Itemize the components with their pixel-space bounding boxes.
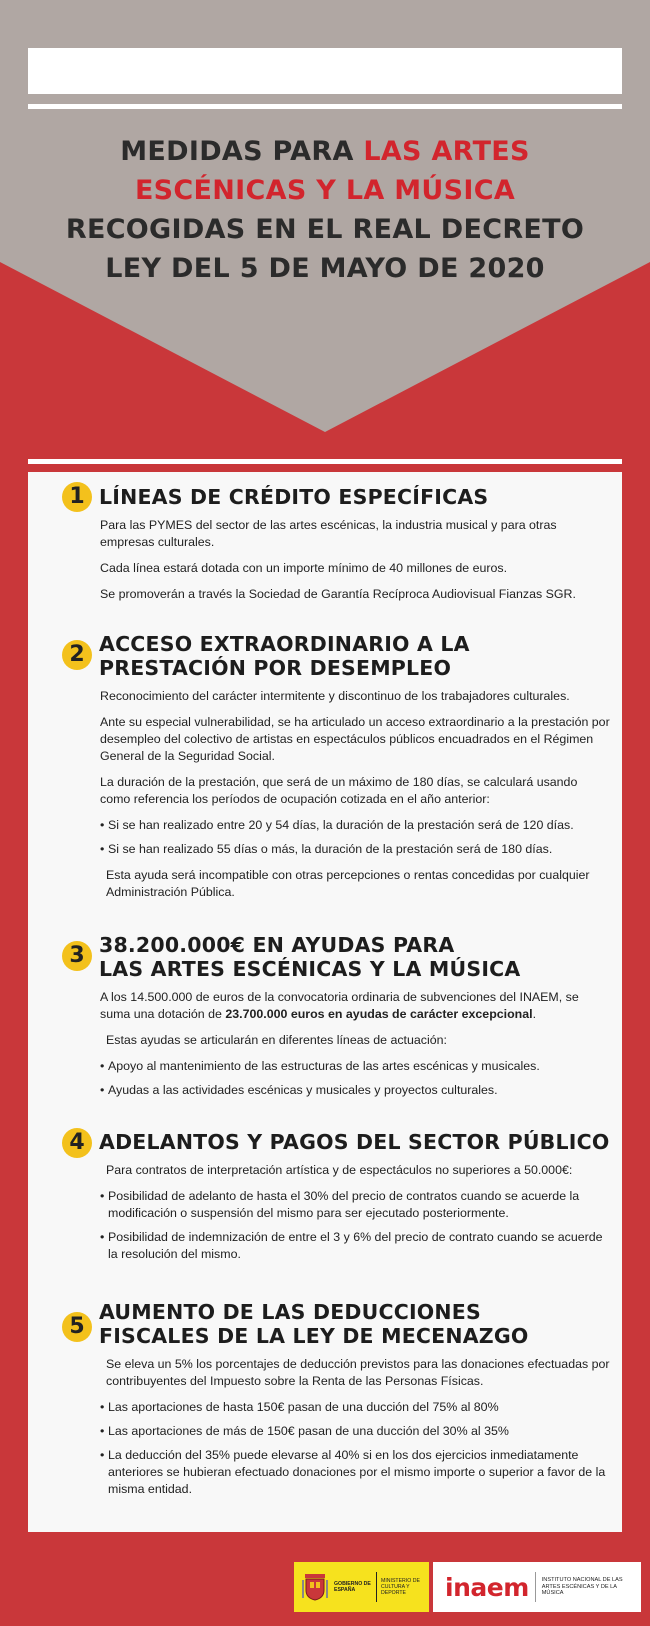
government-logo (294, 1562, 429, 1612)
section-title-line2: FISCALES DE LA LEY DE MECENAZGO (99, 1324, 529, 1348)
paragraph: Reconocimiento del carácter intermitente y discontinuo de los trabajadores culturales. (100, 689, 570, 703)
paragraph: Ante su especial vulnerabilidad, se ha articulado un acceso extraordinario a la prestación por desempleo del colectivo de artistas en espectáculos públicos encuadrados en el Régimen General de la Seguridad Social. (100, 715, 610, 763)
highlight-amount: 23.700.000 euros en ayudas de carácter excepcional (225, 1007, 533, 1021)
list-item: • Las aportaciones de hasta 150€ pasan de una ducción del 75% al 80% (100, 1399, 610, 1416)
paragraph: Para contratos de interpretación artística y de espectáculos no superiores a 50.000€: (106, 1163, 573, 1177)
bullet-list (100, 1058, 610, 1099)
top-rule (28, 104, 622, 109)
inaem-logo: inaem (445, 1572, 529, 1602)
paragraph: Estas ayudas se articularán en diferentes líneas de actuación: (106, 1033, 447, 1047)
section-body (100, 989, 610, 1099)
page-title: MEDIDAS PARA LAS ARTES ESCÉNICAS Y LA MÚSICA RECOGIDAS EN EL REAL DECRETO LEY DEL 5 DE MAYO DE 2020 (20, 132, 630, 288)
inaem-logo-block (433, 1562, 641, 1612)
section-title-line1: AUMENTO DE LAS DEDUCCIONES (99, 1300, 481, 1324)
divider (376, 1572, 377, 1602)
paragraph: Para las PYMES del sector de las artes escénicas, la industria musical y para otras empresas culturales. (100, 518, 557, 549)
paragraph: La duración de la prestación, que será de un máximo de 180 días, se calculará usando como referencia los períodos de ocupación cotizada en el año anterior: (100, 775, 578, 806)
section-title-line2: LAS ARTES ESCÉNICAS Y LA MÚSICA (99, 957, 521, 981)
section-title: ADELANTOS Y PAGOS DEL SECTOR PÚBLICO (99, 1130, 610, 1154)
coat-of-arms-icon (302, 1572, 328, 1602)
inaem-full-name: INSTITUTO NACIONAL DE LAS ARTES ESCÉNICAS Y DE LA MÚSICA (541, 1577, 623, 1597)
paragraph: Cada línea estará dotada con un importe mínimo de 40 millones de euros. (100, 561, 508, 575)
top-blank-box (28, 48, 622, 94)
paragraph: Esta ayuda será incompatible con otras percepciones o rentas concedidas por cualquier Administración Pública. (106, 868, 590, 899)
section-number-badge: 2 (62, 640, 92, 670)
section-number-badge: 3 (62, 941, 92, 971)
panel-top-rule (28, 459, 622, 464)
ministry-label: MINISTERIO DE CULTURA Y DEPORTE (381, 1578, 420, 1596)
section-grants (62, 933, 610, 1108)
section-title: ACCESO EXTRAORDINARIO A LA PRESTACIÓN POR DESEMPLEO (99, 632, 470, 680)
section-public-payments (62, 1130, 610, 1272)
section-title: LÍNEAS DE CRÉDITO ESPECÍFICAS (99, 485, 489, 509)
title-line3: RECOGIDAS EN EL REAL DECRETO (65, 214, 585, 245)
section-body (100, 517, 610, 603)
section-title (99, 933, 610, 981)
list-item: • La deducción del 35% puede elevarse al 40% si en los dos ejercicios inmediatamente anteriores se hubieran efectuado donaciones por el mismo importe o superior a favor de la misma entidad. (100, 1447, 610, 1498)
section-patronage (62, 1300, 610, 1507)
section-title (99, 1300, 610, 1348)
bullet-list (100, 1399, 610, 1498)
paragraph: Se eleva un 5% los porcentajes de deducción previstos para las donaciones efectuadas por contribuyentes del Impuesto sobre la Renta de las Personas Físicas. (106, 1357, 610, 1388)
title-line4: LEY DEL 5 DE MAYO DE 2020 (105, 253, 545, 284)
title-highlight-line2: ESCÉNICAS Y LA MÚSICA (134, 175, 516, 206)
government-label: GOBIERNO DE ESPAÑA (334, 1581, 371, 1593)
section-title-line1: 38.200.000€ EN AYUDAS PARA (99, 933, 455, 957)
section-number-badge: 4 (62, 1128, 92, 1158)
section-number-badge: 1 (62, 482, 92, 512)
list-item: • Posibilidad de adelanto de hasta el 30% del precio de contratos cuando se acuerde la modificación o suspensión del mismo para ser ejecutado posteriormente. (100, 1188, 610, 1222)
list-item: • Apoyo al mantenimiento de las estructuras de las artes escénicas y musicales. (100, 1058, 610, 1075)
section-body (100, 688, 610, 901)
list-item: • Las aportaciones de más de 150€ pasan de una ducción del 30% al 35% (100, 1423, 610, 1440)
section-credit-lines (62, 482, 610, 612)
list-item: • Posibilidad de indemnización de entre el 3 y 6% del precio de contrato cuando se acuerde la resolución del mismo. (100, 1229, 610, 1263)
list-item: • Si se han realizado 55 días o más, la duración de la prestación será de 180 días. (100, 841, 610, 858)
list-item: • Ayudas a las actividades escénicas y musicales y proyectos culturales. (100, 1082, 610, 1099)
section-body (100, 1356, 610, 1498)
paragraph: A los 14.500.000 de euros de la convocatoria ordinaria de subvenciones del INAEM, se suma una dotación de 23.700.000 euros en ayudas de carácter excepcional. (100, 990, 579, 1021)
list-item: • Si se han realizado entre 20 y 54 días, la duración de la prestación será de 120 días. (100, 817, 610, 834)
title-highlight: LAS ARTES (363, 136, 530, 167)
divider (535, 1572, 536, 1602)
section-unemployment (62, 632, 610, 910)
section-number-badge: 5 (62, 1312, 92, 1342)
paragraph: Se promoverán a través la Sociedad de Garantía Recíproca Audiovisual Fianzas SGR. (100, 587, 576, 601)
bullet-list (100, 1188, 610, 1263)
section-body (100, 1162, 610, 1263)
bullet-list (100, 817, 610, 858)
